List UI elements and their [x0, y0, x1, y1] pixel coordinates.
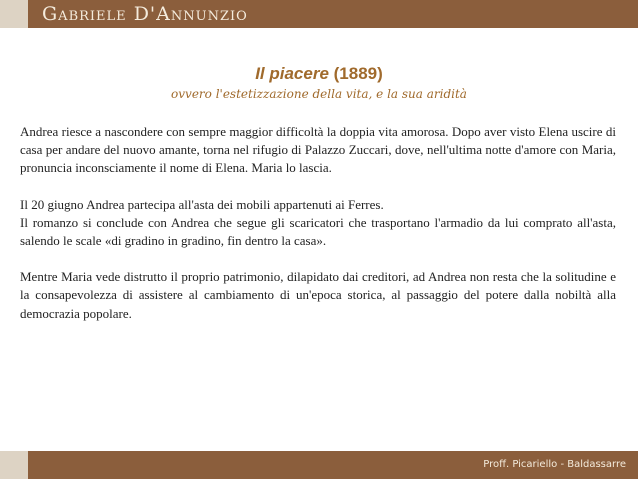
slide-title: [0, 64, 638, 84]
header-title: Gabriele D'Annunzio: [42, 3, 248, 25]
slide-subtitle: ovvero l'estetizzazione della vita, e la sua aridità: [171, 87, 467, 101]
footer-credit: Proff. Picariello - Baldassarre: [483, 459, 626, 470]
slide-content: [20, 123, 616, 323]
paragraph-plot: Andrea riesce a nascondere con sempre maggior difficoltà la doppia vita amorosa. Dopo aver visto Elena uscire di casa per andare del nuovo amante, torna nel rifugio di Palazzo Zuccari, dove, nell'ultima notte d'amore con Maria, pronuncia inconsciamente il nome di Elena. Maria lo lascia.: [20, 124, 616, 176]
slide-title-year: (1889): [328, 64, 383, 83]
paragraph-auction: Il 20 giugno Andrea partecipa all'asta dei mobili appartenuti ai Ferres.: [20, 196, 384, 212]
slide-title-work: Il piacere: [255, 64, 329, 83]
footer-accent-square: [0, 451, 28, 479]
paragraph-ending: Il romanzo si conclude con Andrea che segue gli scaricatori che trasportano l'armadio da lui comprato all'asta, salendo le scale «di gradino in gradino, fin dentro la casa».: [20, 214, 616, 249]
paragraph-conclusion: Mentre Maria vede distrutto il proprio patrimonio, dilapidato dai creditori, ad Andrea non resta che la solitudine e la consapevolezza di assistere al cambiamento di un'epoca storica, al passaggio del potere dalla nobiltà alla democrazia popolare.: [20, 269, 616, 321]
header-accent-square: [0, 0, 28, 28]
